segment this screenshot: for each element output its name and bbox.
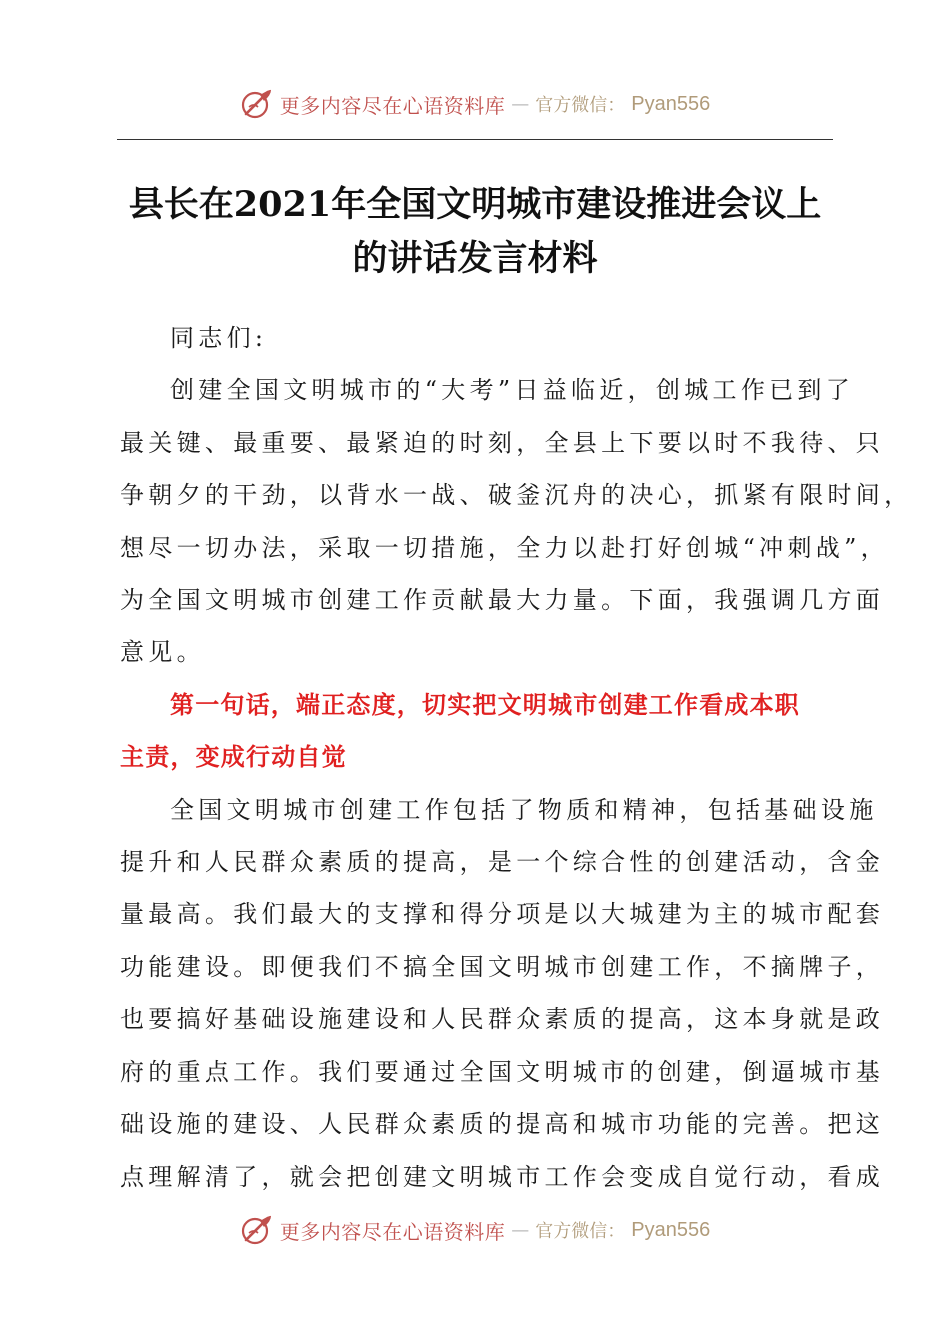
quill-pen-logo-icon — [240, 87, 274, 121]
header-divider — [117, 139, 833, 140]
section-paragraph — [120, 784, 885, 1203]
paragraph-line: 础设施的建设、人民群众素质的提高和城市功能的完善。把这 — [120, 1110, 885, 1139]
paragraph-line: 全国文明城市创建工作包括了物质和精神，包括基础设施 — [170, 795, 878, 824]
paragraph-line: 为全国文明城市创建工作贡献最大力量。下面，我强调几方面 — [120, 586, 885, 615]
banner-brand-text: 更多内容尽在心语资料库 — [279, 1219, 506, 1244]
banner-brand-text: 更多内容尽在心语资料库 — [279, 93, 506, 118]
document-body — [120, 312, 913, 1203]
intro-paragraph — [120, 364, 913, 678]
paragraph-line: 功能建设。即便我们不搞全国文明城市创建工作，不摘牌子， — [120, 952, 885, 981]
quill-pen-logo-icon — [240, 1213, 274, 1247]
paragraph-line: 府的重点工作。我们要通过全国文明城市的创建，倒逼城市基 — [120, 1057, 885, 1086]
heading-line: 主责，变成行动自觉 — [120, 743, 347, 772]
paragraph-line: 想尽一切办法，采取一切措施，全力以赴打好创城“冲刺战”， — [120, 533, 889, 562]
paragraph-line: 争朝夕的干劲，以背水一战、破釜沉舟的决心，抓紧有限时间， — [120, 481, 913, 510]
heading-line: 第一句话，端正态度，切实把文明城市创建工作看成本职 — [170, 690, 800, 719]
salutation — [120, 312, 832, 364]
section-heading — [120, 679, 832, 784]
banner-separator: — — [511, 93, 530, 115]
paragraph-line: 意见。 — [120, 638, 205, 667]
paragraph-line: 也要搞好基础设施建设和人民群众素质的提高，这本身就是政 — [120, 1005, 885, 1034]
banner-wechat-label: 官方微信： — [535, 1221, 626, 1242]
footer-banner — [0, 1208, 950, 1252]
title-line: 的讲话发言材料 — [352, 238, 598, 279]
banner-wechat-id: Pyan556 — [631, 92, 711, 115]
banner-separator: — — [511, 1219, 530, 1241]
salutation-text: 同志们: — [170, 324, 268, 352]
paragraph-line: 提升和人民群众素质的提高，是一个综合性的创建活动，含金 — [120, 848, 885, 877]
banner-wechat-label: 官方微信： — [535, 95, 626, 116]
paragraph-line: 点理解清了，就会把创建文明城市工作会变成自觉行动，看成 — [120, 1162, 885, 1191]
banner-wechat-id: Pyan556 — [631, 1218, 711, 1241]
paragraph-line: 量最高。我们最大的支撑和得分项是以大城建为主的城市配套 — [120, 900, 885, 929]
document-title — [110, 178, 840, 286]
header-banner — [0, 82, 950, 126]
paragraph-line: 最关键、最重要、最紧迫的时刻，全县上下要以时不我待、只 — [120, 428, 885, 457]
paragraph-line: 创建全国文明城市的“大考”日益临近，创城工作已到了 — [170, 376, 855, 405]
title-line: 县长在2021年全国文明城市建设推进会议上 — [128, 184, 822, 225]
